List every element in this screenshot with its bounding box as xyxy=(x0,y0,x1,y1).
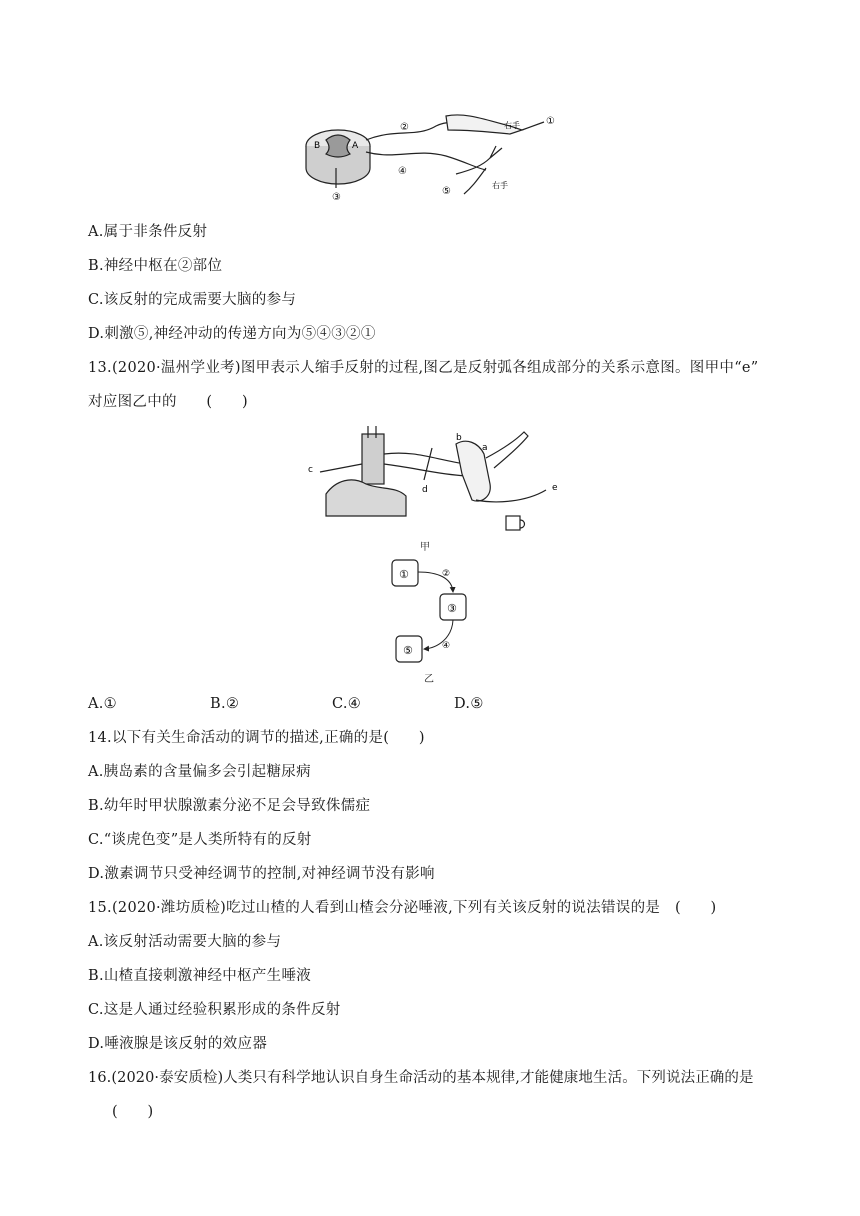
label-e: e xyxy=(552,483,558,493)
figure-jia-caption: 甲 xyxy=(420,542,430,553)
q15-option-a: A.该反射活动需要大脑的参与 xyxy=(88,934,282,950)
q13-stem-line1: 13.(2020·温州学业考)图甲表示人缩手反射的过程,图乙是反射弧各组成部分的关系示意图。图甲中“e” xyxy=(88,360,759,376)
yi-arrow-2: ② xyxy=(442,569,451,579)
figure-yi-caption: 乙 xyxy=(424,674,434,685)
q15-option-b: B.山楂直接刺激神经中枢产生唾液 xyxy=(88,968,312,984)
q15-option-d: D.唾液腺是该反射的效应器 xyxy=(88,1036,268,1052)
label-B: B xyxy=(314,141,321,151)
label-circle-4: ④ xyxy=(398,166,407,177)
q16-stem-line1: 16.(2020·泰安质检)人类只有科学地认识自身生命活动的基本规律,才能健康地生活。下列说法正确的是 xyxy=(88,1070,754,1086)
label-A: A xyxy=(352,141,359,151)
q12-option-d: D.刺激⑤,神经冲动的传递方向为⑤④③②① xyxy=(88,326,376,342)
q14-option-a: A.胰岛素的含量偏多会引起糖尿病 xyxy=(88,764,311,780)
q12-option-a: A.属于非条件反射 xyxy=(88,224,208,240)
yi-box-5: ⑤ xyxy=(403,644,413,657)
label-right-hand-bottom: 右手 xyxy=(492,181,508,190)
reflex-figure-jia xyxy=(306,424,562,534)
q14-option-d: D.激素调节只受神经调节的控制,对神经调节没有影响 xyxy=(88,866,435,882)
reflex-arc-figure-q12 xyxy=(296,108,570,208)
q14-option-b: B.幼年时甲状腺激素分泌不足会导致侏儒症 xyxy=(88,798,371,814)
q15-stem: 15.(2020·潍坊质检)吃过山楂的人看到山楂会分泌唾液,下列有关该反射的说法错误的是 ( ) xyxy=(88,900,717,916)
yi-box-1: ① xyxy=(399,568,409,581)
q13-options xyxy=(88,694,576,714)
label-c: c xyxy=(308,465,313,475)
q13-option-a: A.① xyxy=(88,696,117,712)
label-circle-1: ① xyxy=(546,116,555,127)
q13-option-b: B.② xyxy=(210,696,240,712)
q13-stem-line2: 对应图乙中的 ( ) xyxy=(88,394,248,410)
q16-stem-line2: ( ) xyxy=(112,1104,154,1120)
yi-arrow-4: ④ xyxy=(442,641,451,651)
yi-box-3: ③ xyxy=(447,602,457,615)
q15-option-c: C.这是人通过经验积累形成的条件反射 xyxy=(88,1002,341,1018)
label-circle-3: ③ xyxy=(332,192,341,203)
q14-stem: 14.以下有关生命活动的调节的描述,正确的是( ) xyxy=(88,730,425,746)
q14-option-c: C.“谈虎色变”是人类所特有的反射 xyxy=(88,832,312,848)
label-circle-5: ⑤ xyxy=(442,186,451,197)
reflex-diagram-yi xyxy=(386,556,486,676)
q13-option-c: C.④ xyxy=(332,696,362,712)
q13-option-d: D.⑤ xyxy=(454,696,484,712)
label-b: b xyxy=(456,433,462,443)
label-right-hand-top: 右手 xyxy=(504,121,520,130)
q12-option-b: B.神经中枢在②部位 xyxy=(88,258,223,274)
label-d: d xyxy=(422,485,428,495)
label-a: a xyxy=(482,443,488,453)
label-circle-2: ② xyxy=(400,122,409,133)
q12-option-c: C.该反射的完成需要大脑的参与 xyxy=(88,292,297,308)
